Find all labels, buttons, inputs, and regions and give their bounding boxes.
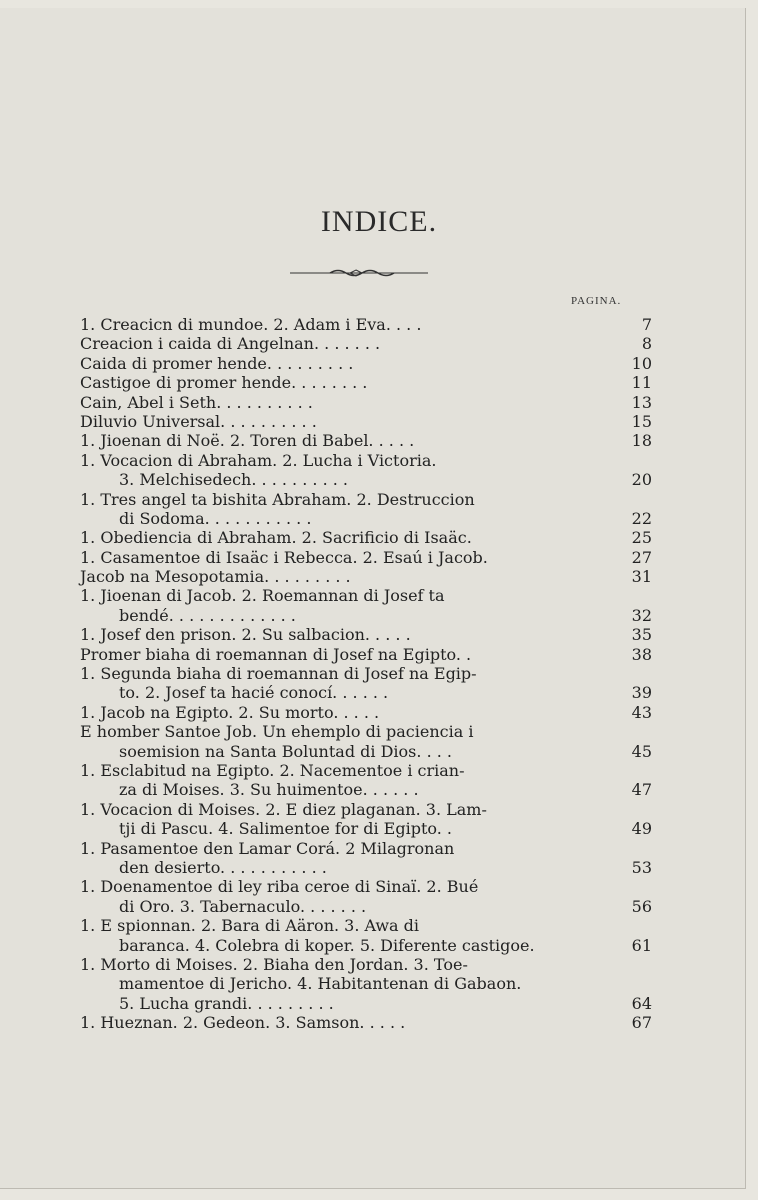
toc-entry-text: 1. Creacicn di mundoe. 2. Adam i Eva. . . . [80,315,422,334]
toc-entry-text: za di Moises. 3. Su huimentoe. . . . . . [119,780,419,800]
toc-page-number: 31 [631,567,652,587]
toc-entry [80,994,652,1013]
toc-entry [80,742,652,761]
toc-entry-text: E homber Santoe Job. Un ehemplo di paciencia i [80,722,474,742]
toc-entry-text: 1. Vocacion di Abraham. 2. Lucha i Victoria. [80,450,437,470]
toc-entry-text: 1. Jioenan di Noë. 2. Toren di Babel. . . . . [80,431,415,451]
toc-entry-text: 1. Segunda biaha di roemannan di Josef na Egip- [80,664,477,684]
toc-entry [80,722,652,741]
toc-entry-text: 1. Hueznan. 2. Gedeon. 3. Samson. . . . . [80,1013,406,1033]
toc-entry [80,877,652,896]
toc-page-number: 8 [641,334,652,354]
toc-entry-text: mamentoe di Jericho. 4. Habitantenan di Gabaon. [119,974,522,994]
pagina-label: PAGINA. [571,295,622,307]
toc-entry [80,761,652,780]
toc-page-number: 56 [631,896,652,916]
toc-entry [80,412,652,431]
toc-entry [80,431,652,450]
toc-entry-text: 3. Melchisedech. . . . . . . . . . [119,470,348,490]
toc-entry [80,490,652,509]
toc-entry-text: 1. Josef den prison. 2. Su salbacion. . . . . [80,625,411,645]
toc-entry-text: 1. Pasamentoe den Lamar Corá. 2 Milagronan [80,838,455,858]
toc-entry [80,451,652,470]
toc-entry [80,974,652,993]
ornament-divider-icon [290,266,428,280]
toc-entry [80,955,652,974]
toc-entry [80,664,652,683]
toc-page-number: 22 [631,508,652,528]
toc-entry [80,839,652,858]
toc-entry-text: Caida di promer hende. . . . . . . . . [80,353,354,373]
toc-entry-text: Castigoe di promer hende. . . . . . . . [80,373,368,393]
toc-page-number: 38 [631,644,652,664]
toc-page-number: 53 [631,857,652,877]
toc-page-number: 27 [631,547,652,567]
toc-entry-text: di Oro. 3. Tabernaculo. . . . . . . [119,896,367,916]
toc-entry-text: Promer biaha di roemannan di Josef na Egipto. . [80,644,472,664]
toc-entry [80,548,652,567]
toc-page-number: 15 [631,411,652,431]
toc-entry-text: soemision na Santa Boluntad di Dios. . . . [119,741,452,761]
toc-entry-text: to. 2. Josef ta hacié conocí. . . . . . [119,683,389,703]
toc-page-number: 47 [631,780,652,800]
toc-page-number: 43 [631,702,652,722]
toc-page-number: 39 [631,683,652,703]
toc-entry [80,509,652,528]
toc-page-number: 11 [631,373,652,393]
toc-entry-text: 1. Casamentoe di Isaäc i Rebecca. 2. Esaú i Jacob. [80,547,488,567]
toc-page-number: 45 [631,741,652,761]
toc-page-number: 20 [631,470,652,490]
toc-entry [80,586,652,605]
toc-page-number: 64 [631,993,652,1013]
toc-entry [80,315,652,334]
toc-entry-text: di Sodoma. . . . . . . . . . . [119,508,312,528]
toc-entry-text: 1. Doenamentoe di ley riba ceroe di Sinaï. 2. Bué [80,877,479,897]
toc-entry-text: Cain, Abel i Seth. . . . . . . . . . [80,392,313,412]
toc-entry-text: 1. Obediencia di Abraham. 2. Sacrificio di Isaäc. [80,528,472,548]
toc-page-number: 10 [631,353,652,373]
toc-entry [80,354,652,373]
toc-page-number: 18 [631,431,652,451]
toc-entry [80,897,652,916]
toc-entry [80,645,652,664]
book-page [0,8,746,1189]
table-of-contents [80,315,652,1032]
toc-entry [80,393,652,412]
toc-entry [80,528,652,547]
toc-entry-text: tji di Pascu. 4. Salimentoe for di Egipto. . [119,819,452,839]
toc-entry [80,334,652,353]
toc-entry-text: 1. Jioenan di Jacob. 2. Roemannan di Josef ta [80,586,445,606]
toc-entry-text: den desierto. . . . . . . . . . . [119,857,327,877]
toc-page-number: 67 [631,1013,652,1033]
toc-entry [80,936,652,955]
toc-entry-text: baranca. 4. Colebra di koper. 5. Diferente castigoe. [119,935,535,955]
toc-entry-text: 1. Jacob na Egipto. 2. Su morto. . . . . [80,702,380,722]
toc-entry [80,703,652,722]
toc-entry [80,683,652,702]
toc-entry [80,625,652,644]
toc-entry [80,858,652,877]
toc-entry [80,606,652,625]
toc-page-number: 35 [631,625,652,645]
toc-page-number: 13 [631,392,652,412]
toc-page-number: 25 [631,528,652,548]
toc-entry-text: 1. Vocacion di Moises. 2. E diez plaganan. 3. Lam- [80,799,487,819]
toc-entry [80,800,652,819]
toc-entry [80,470,652,489]
toc-entry [80,373,652,392]
toc-entry-text: 1. E spionnan. 2. Bara di Aäron. 3. Awa di [80,916,420,936]
toc-entry-text: Diluvio Universal. . . . . . . . . . [80,411,317,431]
toc-entry [80,916,652,935]
toc-entry-text: bendé. . . . . . . . . . . . . [119,605,296,625]
toc-entry [80,819,652,838]
toc-entry [80,567,652,586]
page-title: INDICE. [320,205,438,238]
toc-page-number: 32 [631,605,652,625]
toc-entry-text: 5. Lucha grandi. . . . . . . . . [119,993,334,1013]
toc-entry-text: Creacion i caida di Angelnan. . . . . . . [80,334,381,354]
toc-page-number: 61 [631,935,652,955]
toc-entry [80,780,652,799]
toc-page-number: 7 [641,315,652,334]
toc-page-number: 49 [631,819,652,839]
toc-entry [80,1013,652,1032]
toc-entry-text: Jacob na Mesopotamia. . . . . . . . . [80,567,351,587]
toc-entry-text: 1. Morto di Moises. 2. Biaha den Jordan. 3. Toe- [80,954,468,974]
toc-entry-text: 1. Esclabitud na Egipto. 2. Nacementoe i crian- [80,760,465,780]
toc-entry-text: 1. Tres angel ta bishita Abraham. 2. Destruccion [80,489,475,509]
